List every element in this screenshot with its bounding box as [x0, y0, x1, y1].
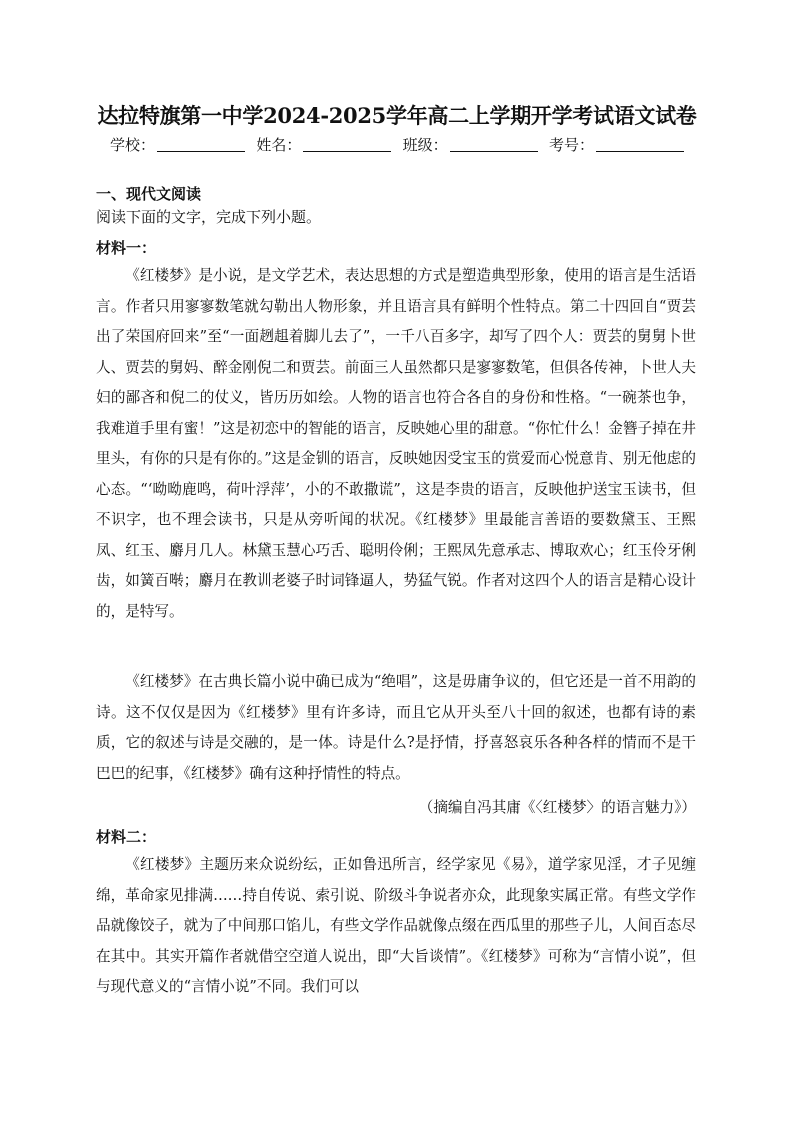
material-one-source: （摘编自冯其庸《〈红楼梦〉的语言魅力》） — [418, 799, 696, 816]
class-label: 班级： — [402, 136, 448, 154]
material-two-label: 材料二： — [96, 828, 157, 846]
exam-number-field — [549, 134, 684, 155]
school-blank[interactable] — [157, 150, 245, 152]
class-blank[interactable] — [450, 150, 538, 152]
student-info-row — [110, 134, 684, 155]
material-one-paragraph-1: 《红楼梦》是小说，是文学艺术，表达思想的方式是塑造典型形象，使用的语言是生活语言。作者只用寥寥数笔就勾勒出人物形象，并且语言具有鲜明个性特点。第二十四回自“贾芸出了荣国府回来”至“一面趔趄着脚儿去了”，一千八百多字，却写了四个人：贾芸的舅舅卜世人、贾芸的舅妈、醉金刚倪二和贾芸。前面三人虽然都只是寥寥数笔，但俱各传神，卜世人夫妇的鄙吝和倪二的仗义，皆历历如绘。人物的语言也符合各自的身份和性格。“一碗茶也争，我难道手里有蜜！”这是初恋中的智能的语言，反映她心里的甜意。“你忙什么！金簪子掉在井里头，有你的只是有你的。”这是金钏的语言，反映她因受宝玉的赏爱而心悦意肯、别无他虑的心态。“‘呦呦鹿鸣，荷叶浮萍’，小的不敢撒谎”，这是李贵的语言，反映他护送宝玉读书，但不识字，也不理会读书，只是从旁听闻的状况。《红楼梦》里最能言善语的要数黛玉、王熙凤、红玉、麝月几人。林黛玉慧心巧舌、聪明伶俐；王熙凤先意承志、博取欢心；红玉伶牙俐齿，如簧百啭；麝月在教训老婆子时词锋逼人，势猛气锐。作者对这四个人的语言是精心设计的，是特写。 — [96, 267, 696, 620]
material-two-paragraph-1: 《红楼梦》主题历来众说纷纭，正如鲁迅所言，经学家见《易》，道学家见淫，才子见缠绵，革命家见排满……持自传说、索引说、阶级斗争说者亦众，此现象实属正常。有些文学作品就像饺子，就为了中间那口馅儿，有些文学作品就像点缀在西瓜里的那些子儿，人间百态尽在其中。其实开篇作者就借空空道人说出，即“大旨谈情”。《红楼梦》可称为“言情小说”，但与现代意义的“言情小说”不同。我们可以 — [96, 856, 696, 995]
name-blank[interactable] — [303, 150, 391, 152]
exam-title: 达拉特旗第一中学2024-2025学年高二上学期开学考试语文试卷 — [97, 103, 697, 128]
school-label: 学校： — [110, 136, 156, 154]
class-field — [403, 134, 538, 155]
reading-instruction: 阅读下面的文字，完成下列小题。 — [96, 208, 322, 226]
exam-number-label: 考号： — [548, 136, 594, 154]
name-field — [256, 134, 391, 155]
material-one-paragraph-2: 《红楼梦》在古典长篇小说中确已成为“绝唱”，这是毋庸争议的，但它还是一首不用韵的诗。这不仅仅是因为《红楼梦》里有许多诗，而且它从开头至八十回的叙述，也都有诗的素质，它的叙述与诗是交融的，是一体。诗是什么?是抒情，抒喜怒哀乐各种各样的情而不是干巴巴的纪事，《红楼梦》确有这种抒情性的特点。 — [96, 673, 696, 782]
exam-number-blank[interactable] — [596, 150, 684, 152]
name-label: 姓名： — [256, 136, 302, 154]
material-one-label: 材料一： — [96, 239, 157, 257]
section-heading: 一、现代文阅读 — [96, 185, 202, 203]
school-field — [110, 134, 245, 155]
